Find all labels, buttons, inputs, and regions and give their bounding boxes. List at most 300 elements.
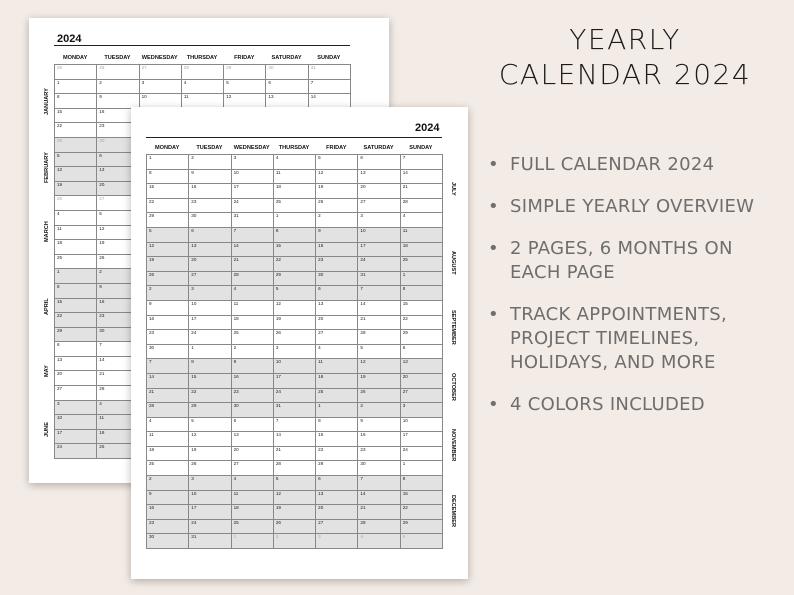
day-cell[interactable]: 9 — [232, 359, 274, 374]
day-cell[interactable]: 9 — [97, 94, 139, 109]
day-cell[interactable]: 20 — [316, 505, 358, 520]
day-cell[interactable]: 21 — [232, 257, 274, 272]
day-cell[interactable]: 28 — [358, 330, 400, 345]
day-cell[interactable]: 27 — [401, 389, 443, 404]
day-cell[interactable]: 21 — [274, 447, 316, 462]
day-cell[interactable]: 7 — [274, 418, 316, 433]
day-cell[interactable]: 15 — [55, 299, 97, 314]
day-cell[interactable]: 10 — [401, 418, 443, 433]
day-cell[interactable]: 22 — [274, 257, 316, 272]
headline-line-1: YEARLY — [569, 23, 681, 56]
day-cell[interactable]: 1 — [401, 272, 443, 287]
day-cell[interactable]: 14 — [232, 243, 274, 258]
day-cell[interactable]: 3 — [358, 213, 400, 228]
day-cell[interactable]: 22 — [55, 123, 97, 138]
day-cell[interactable]: 5 — [55, 153, 97, 168]
bullet-icon: • — [488, 304, 499, 325]
day-cell[interactable]: 26 — [97, 65, 139, 80]
day-cell[interactable]: 23 — [189, 199, 231, 214]
day-cell[interactable]: 31 — [274, 403, 316, 418]
day-cell[interactable]: 30 — [266, 65, 308, 80]
day-cell[interactable]: 13 — [316, 491, 358, 506]
day-cell[interactable]: 24 — [55, 444, 97, 459]
day-cell[interactable]: 9 — [189, 170, 231, 185]
day-cell[interactable]: 16 — [97, 299, 139, 314]
day-cell[interactable]: 13 — [97, 167, 139, 182]
day-cell[interactable]: 1 — [147, 155, 189, 170]
day-cell[interactable]: 5 — [401, 534, 443, 549]
day-cell[interactable]: 17 — [55, 430, 97, 445]
day-cell[interactable]: 3 — [274, 345, 316, 360]
day-cell[interactable]: 7 — [309, 80, 351, 95]
day-cell[interactable]: 22 — [316, 447, 358, 462]
day-cell[interactable]: 15 — [401, 491, 443, 506]
day-cell[interactable]: 6 — [358, 155, 400, 170]
day-cell[interactable]: 25 — [147, 461, 189, 476]
day-cell[interactable]: 18 — [274, 184, 316, 199]
day-cell[interactable]: 22 — [401, 316, 443, 331]
day-cell[interactable]: 27 — [140, 65, 182, 80]
day-cell[interactable]: 29 — [316, 461, 358, 476]
day-cell[interactable]: 25 — [55, 65, 97, 80]
day-cell[interactable]: 14 — [358, 301, 400, 316]
day-cell[interactable]: 4 — [182, 80, 224, 95]
day-cell[interactable]: 18 — [97, 430, 139, 445]
calendar-page-jul-dec — [131, 107, 468, 579]
day-cell[interactable]: 9 — [316, 228, 358, 243]
day-cell[interactable]: 4 — [232, 476, 274, 491]
day-cell[interactable]: 15 — [274, 243, 316, 258]
day-cell[interactable]: 26 — [316, 199, 358, 214]
day-cell[interactable]: 9 — [147, 491, 189, 506]
month-label: APRIL — [44, 298, 50, 316]
month-label: SEPTEMBER — [450, 310, 456, 346]
day-cell[interactable]: 29 — [147, 213, 189, 228]
day-cell[interactable]: 25 — [401, 257, 443, 272]
day-cell[interactable]: 12 — [274, 491, 316, 506]
day-cell[interactable]: 18 — [232, 316, 274, 331]
day-cell[interactable]: 3 — [316, 534, 358, 549]
day-cell[interactable]: 4 — [358, 534, 400, 549]
day-cell[interactable]: 5 — [147, 228, 189, 243]
day-cell[interactable]: 10 — [358, 228, 400, 243]
day-cell[interactable]: 25 — [274, 199, 316, 214]
day-cell[interactable]: 24 — [274, 389, 316, 404]
day-cell[interactable]: 21 — [358, 316, 400, 331]
day-cell[interactable]: 22 — [401, 505, 443, 520]
day-cell[interactable]: 10 — [189, 301, 231, 316]
day-cell[interactable]: 26 — [97, 255, 139, 270]
day-cell[interactable]: 21 — [401, 184, 443, 199]
day-cell[interactable]: 20 — [55, 371, 97, 386]
day-cell[interactable]: 19 — [189, 447, 231, 462]
day-cell[interactable]: 23 — [147, 520, 189, 535]
day-cell[interactable]: 30 — [189, 213, 231, 228]
day-cell[interactable]: 31 — [189, 534, 231, 549]
day-cell[interactable]: 2 — [189, 155, 231, 170]
day-cell[interactable]: 2 — [316, 213, 358, 228]
day-cell[interactable]: 13 — [189, 243, 231, 258]
day-cell[interactable]: 28 — [401, 199, 443, 214]
day-cell[interactable]: 10 — [274, 359, 316, 374]
day-cell[interactable]: 30 — [97, 138, 139, 153]
day-cell[interactable]: 4 — [55, 211, 97, 226]
day-cell[interactable]: 19 — [274, 316, 316, 331]
day-cell[interactable]: 12 — [55, 167, 97, 182]
day-cell[interactable]: 24 — [189, 330, 231, 345]
day-cell[interactable]: 3 — [232, 155, 274, 170]
day-cell[interactable]: 7 — [97, 342, 139, 357]
day-cell[interactable]: 12 — [147, 243, 189, 258]
day-cell[interactable]: 17 — [232, 184, 274, 199]
day-cell[interactable]: 8 — [55, 94, 97, 109]
day-cell[interactable]: 23 — [316, 257, 358, 272]
day-cell[interactable]: 1 — [232, 534, 274, 549]
bullet-icon: • — [488, 196, 499, 217]
month-label: NOVEMBER — [450, 429, 456, 462]
bullet-icon: • — [488, 238, 499, 259]
day-cell[interactable]: 19 — [316, 184, 358, 199]
day-cell[interactable]: 1 — [401, 461, 443, 476]
day-cell[interactable]: 27 — [97, 196, 139, 211]
day-cell[interactable]: 18 — [55, 240, 97, 255]
day-cell[interactable]: 11 — [97, 415, 139, 430]
day-cell[interactable]: 25 — [232, 520, 274, 535]
day-cell[interactable]: 22 — [189, 389, 231, 404]
day-cell[interactable]: 16 — [147, 505, 189, 520]
day-cell[interactable]: 25 — [232, 330, 274, 345]
weekday-label: WEDNESDAY — [233, 145, 270, 151]
day-cell[interactable]: 16 — [232, 374, 274, 389]
day-cell[interactable]: 24 — [401, 447, 443, 462]
day-cell[interactable]: 29 — [224, 65, 266, 80]
feature-list — [488, 153, 784, 435]
day-cell[interactable]: 21 — [147, 389, 189, 404]
day-cell[interactable]: 14 — [147, 374, 189, 389]
day-cell[interactable]: 30 — [147, 345, 189, 360]
day-cell[interactable]: 17 — [358, 243, 400, 258]
day-cell[interactable]: 5 — [358, 345, 400, 360]
day-cell[interactable]: 3 — [140, 80, 182, 95]
day-cell[interactable]: 6 — [232, 418, 274, 433]
day-cell[interactable]: 4 — [274, 155, 316, 170]
day-cell[interactable]: 2 — [274, 534, 316, 549]
feature-item — [488, 237, 784, 285]
day-cell[interactable]: 25 — [316, 389, 358, 404]
day-cell[interactable]: 28 — [232, 272, 274, 287]
day-cell[interactable]: 20 — [97, 182, 139, 197]
page-year: 2024 — [57, 33, 82, 45]
day-cell[interactable]: 26 — [55, 196, 97, 211]
feature-text: 2 PAGES, 6 MONTHS ON EACH PAGE — [510, 238, 733, 283]
day-cell[interactable]: 1 — [316, 403, 358, 418]
day-cell[interactable]: 30 — [147, 534, 189, 549]
day-cell[interactable]: 13 — [232, 432, 274, 447]
day-cell[interactable]: 6 — [401, 345, 443, 360]
day-cell[interactable]: 29 — [55, 328, 97, 343]
day-cell[interactable]: 11 — [274, 170, 316, 185]
day-cell[interactable]: 29 — [401, 520, 443, 535]
weekday-label: THURSDAY — [278, 145, 310, 151]
day-cell[interactable]: 27 — [316, 330, 358, 345]
day-cell[interactable]: 22 — [147, 199, 189, 214]
day-cell[interactable]: 20 — [358, 184, 400, 199]
day-cell[interactable]: 31 — [232, 213, 274, 228]
day-cell[interactable]: 16 — [358, 432, 400, 447]
day-cell[interactable]: 15 — [189, 374, 231, 389]
day-cell[interactable]: 25 — [97, 444, 139, 459]
day-cell[interactable]: 29 — [189, 403, 231, 418]
day-cell[interactable]: 3 — [189, 286, 231, 301]
day-cell[interactable]: 4 — [97, 401, 139, 416]
feature-item — [488, 393, 784, 417]
day-cell[interactable]: 3 — [401, 403, 443, 418]
weekday-label: MONDAY — [154, 145, 180, 151]
day-cell[interactable]: 4 — [232, 286, 274, 301]
day-cell[interactable]: 28 — [182, 65, 224, 80]
day-cell[interactable]: 31 — [358, 272, 400, 287]
day-cell[interactable]: 15 — [147, 184, 189, 199]
month-label: MARCH — [44, 221, 50, 243]
day-cell[interactable]: 1 — [274, 213, 316, 228]
month-label: AUGUST — [450, 250, 456, 275]
day-cell[interactable]: 16 — [189, 184, 231, 199]
day-cell[interactable]: 2 — [147, 286, 189, 301]
day-cell[interactable]: 14 — [97, 357, 139, 372]
day-cell[interactable]: 27 — [55, 386, 97, 401]
day-cell[interactable]: 29 — [55, 138, 97, 153]
day-cell[interactable]: 6 — [316, 286, 358, 301]
day-cell[interactable]: 10 — [55, 415, 97, 430]
day-cell[interactable]: 19 — [55, 182, 97, 197]
day-cell[interactable]: 16 — [97, 109, 139, 124]
day-cell[interactable]: 23 — [358, 447, 400, 462]
day-cell[interactable]: 22 — [55, 313, 97, 328]
feature-text: TRACK APPOINTMENTS, PROJECT TIMELINES, HOLIDAYS, AND MORE — [510, 304, 728, 373]
day-cell[interactable]: 12 — [274, 301, 316, 316]
day-cell[interactable]: 26 — [274, 520, 316, 535]
day-cell[interactable]: 29 — [274, 272, 316, 287]
day-cell[interactable]: 6 — [55, 342, 97, 357]
day-cell[interactable]: 12 — [97, 226, 139, 241]
feature-text: 4 COLORS INCLUDED — [510, 394, 705, 415]
day-cell[interactable]: 8 — [401, 476, 443, 491]
day-cell[interactable]: 14 — [309, 94, 351, 109]
day-cell[interactable]: 7 — [358, 476, 400, 491]
day-cell[interactable]: 5 — [316, 155, 358, 170]
year-underline — [146, 137, 442, 138]
page-year: 2024 — [415, 122, 440, 134]
weekday-label: SUNDAY — [409, 145, 433, 151]
day-cell[interactable]: 5 — [97, 211, 139, 226]
day-cell[interactable]: 18 — [316, 374, 358, 389]
day-cell[interactable]: 20 — [232, 447, 274, 462]
day-cell[interactable]: 11 — [232, 491, 274, 506]
day-cell[interactable]: 23 — [147, 330, 189, 345]
year-underline — [54, 45, 350, 46]
feature-item — [488, 303, 784, 375]
month-label: MAY — [44, 364, 50, 377]
day-cell[interactable]: 30 — [97, 328, 139, 343]
day-cell[interactable]: 11 — [232, 301, 274, 316]
day-cell[interactable]: 10 — [232, 170, 274, 185]
day-cell[interactable]: 12 — [358, 359, 400, 374]
day-cell[interactable]: 27 — [189, 272, 231, 287]
day-cell[interactable]: 17 — [274, 374, 316, 389]
day-cell[interactable]: 8 — [189, 359, 231, 374]
day-cell[interactable]: 12 — [316, 170, 358, 185]
weekday-label: SUNDAY — [317, 55, 341, 61]
day-cell[interactable]: 13 — [55, 357, 97, 372]
month-label: DECEMBER — [450, 494, 456, 527]
day-cell[interactable]: 24 — [232, 199, 274, 214]
day-cell[interactable]: 11 — [147, 432, 189, 447]
day-cell[interactable]: 11 — [401, 228, 443, 243]
weekday-label: TUESDAY — [196, 145, 223, 151]
headline-line-2: CALENDAR 2024 — [498, 58, 752, 91]
day-cell[interactable]: 21 — [358, 505, 400, 520]
day-cell[interactable]: 28 — [274, 461, 316, 476]
day-cell[interactable]: 15 — [401, 301, 443, 316]
day-cell[interactable]: 7 — [232, 228, 274, 243]
day-cell[interactable]: 28 — [358, 520, 400, 535]
day-cell[interactable]: 2 — [97, 269, 139, 284]
day-cell[interactable]: 15 — [55, 109, 97, 124]
day-cell[interactable]: 5 — [189, 418, 231, 433]
day-cell[interactable]: 9 — [97, 284, 139, 299]
day-cell[interactable]: 12 — [189, 432, 231, 447]
day-cell[interactable]: 20 — [316, 316, 358, 331]
day-cell[interactable]: 2 — [97, 80, 139, 95]
day-cell[interactable]: 24 — [358, 257, 400, 272]
day-cell[interactable]: 5 — [224, 80, 266, 95]
day-cell[interactable]: 18 — [147, 447, 189, 462]
day-cell[interactable]: 28 — [97, 386, 139, 401]
day-cell[interactable]: 3 — [55, 401, 97, 416]
weekday-label: MONDAY — [62, 55, 88, 61]
day-cell[interactable]: 24 — [189, 520, 231, 535]
day-cell[interactable]: 19 — [147, 257, 189, 272]
day-cell[interactable]: 23 — [97, 123, 139, 138]
weekday-label: FRIDAY — [326, 145, 347, 151]
day-cell[interactable]: 13 — [401, 359, 443, 374]
feature-text: FULL CALENDAR 2024 — [510, 154, 715, 175]
day-cell[interactable]: 16 — [316, 243, 358, 258]
day-cell[interactable]: 9 — [358, 418, 400, 433]
day-cell[interactable]: 13 — [316, 301, 358, 316]
day-cell[interactable]: 14 — [401, 170, 443, 185]
day-cell[interactable]: 27 — [232, 461, 274, 476]
month-label: JULY — [450, 182, 456, 196]
day-cell[interactable]: 5 — [274, 286, 316, 301]
day-cell[interactable]: 15 — [316, 432, 358, 447]
day-cell[interactable]: 13 — [266, 94, 308, 109]
day-cell[interactable]: 4 — [147, 418, 189, 433]
day-cell[interactable]: 12 — [224, 94, 266, 109]
day-cell[interactable]: 10 — [140, 94, 182, 109]
feature-item — [488, 195, 784, 219]
day-cell[interactable]: 2 — [147, 476, 189, 491]
day-cell[interactable]: 29 — [401, 330, 443, 345]
day-cell[interactable]: 6 — [266, 80, 308, 95]
day-cell[interactable]: 31 — [309, 65, 351, 80]
month-label: JUNE — [44, 422, 50, 438]
day-cell[interactable]: 20 — [401, 374, 443, 389]
day-cell[interactable]: 17 — [189, 316, 231, 331]
day-cell[interactable]: 11 — [316, 359, 358, 374]
day-cell[interactable]: 11 — [182, 94, 224, 109]
day-cell[interactable]: 11 — [55, 226, 97, 241]
day-cell[interactable]: 1 — [55, 269, 97, 284]
day-cell[interactable]: 30 — [316, 272, 358, 287]
day-cell[interactable]: 19 — [274, 505, 316, 520]
day-cell[interactable]: 2 — [232, 345, 274, 360]
day-cell[interactable]: 26 — [189, 461, 231, 476]
day-cell[interactable]: 23 — [232, 389, 274, 404]
day-cell[interactable]: 17 — [189, 505, 231, 520]
month-label: FEBRUARY — [44, 152, 50, 183]
day-cell[interactable]: 8 — [55, 284, 97, 299]
day-cell[interactable]: 14 — [358, 491, 400, 506]
day-cell[interactable]: 26 — [274, 330, 316, 345]
day-cell[interactable]: 18 — [401, 243, 443, 258]
day-cell[interactable]: 13 — [358, 170, 400, 185]
day-cell[interactable]: 26 — [358, 389, 400, 404]
day-cell[interactable]: 25 — [55, 255, 97, 270]
day-cell[interactable]: 7 — [358, 286, 400, 301]
day-cell[interactable]: 8 — [401, 286, 443, 301]
day-cell[interactable]: 27 — [358, 199, 400, 214]
day-cell[interactable]: 10 — [189, 491, 231, 506]
day-cell[interactable]: 1 — [189, 345, 231, 360]
day-cell[interactable]: 1 — [55, 80, 97, 95]
day-cell[interactable]: 30 — [358, 461, 400, 476]
day-cell[interactable]: 20 — [189, 257, 231, 272]
day-cell[interactable]: 7 — [147, 359, 189, 374]
day-cell[interactable]: 27 — [316, 520, 358, 535]
weekday-header — [54, 55, 350, 61]
day-cell[interactable]: 14 — [274, 432, 316, 447]
day-cell[interactable]: 7 — [401, 155, 443, 170]
day-cell[interactable]: 30 — [232, 403, 274, 418]
day-cell[interactable]: 23 — [97, 313, 139, 328]
day-cell[interactable]: 19 — [97, 240, 139, 255]
feature-item — [488, 153, 784, 177]
day-cell[interactable]: 4 — [316, 345, 358, 360]
day-cell[interactable]: 21 — [97, 371, 139, 386]
day-cell[interactable]: 26 — [147, 272, 189, 287]
day-cell[interactable]: 17 — [401, 432, 443, 447]
day-cell[interactable]: 28 — [147, 403, 189, 418]
weekday-label: SATURDAY — [363, 145, 394, 151]
day-cell[interactable]: 3 — [189, 476, 231, 491]
day-cell[interactable]: 2 — [358, 403, 400, 418]
weekday-header — [146, 145, 442, 151]
day-cell[interactable]: 18 — [232, 505, 274, 520]
day-cell[interactable]: 8 — [316, 418, 358, 433]
day-cell[interactable]: 8 — [147, 170, 189, 185]
day-cell[interactable]: 6 — [189, 228, 231, 243]
day-cell[interactable]: 8 — [274, 228, 316, 243]
day-cell[interactable]: 4 — [401, 213, 443, 228]
day-cell[interactable]: 9 — [147, 301, 189, 316]
day-cell[interactable]: 6 — [97, 153, 139, 168]
day-cell[interactable]: 16 — [147, 316, 189, 331]
day-cell[interactable]: 5 — [274, 476, 316, 491]
calendar-grid — [146, 154, 443, 549]
day-cell[interactable]: 6 — [316, 476, 358, 491]
day-cell[interactable]: 19 — [358, 374, 400, 389]
